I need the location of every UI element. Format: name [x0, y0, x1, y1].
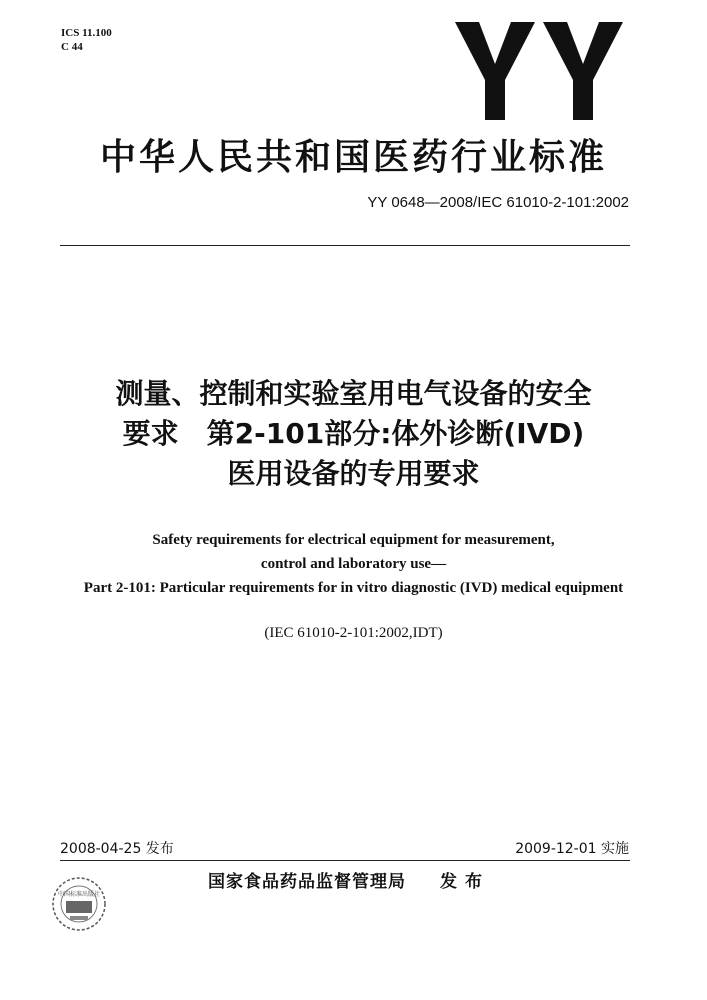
ccs-code: C 44	[61, 41, 83, 53]
issued-label: 发布	[440, 872, 490, 892]
english-title-line-3: Part 2-101: Particular requirements for in vitro diagnostic (IVD) medical equipment	[83, 580, 624, 596]
chinese-title-line-1: 测量、控制和实验室用电气设备的安全	[115, 377, 592, 410]
adoption-note: (IEC 61010-2-101:2002,IDT)	[264, 625, 443, 641]
header-divider	[60, 245, 630, 246]
yy-logo-letter-2	[543, 22, 623, 120]
english-title-line-2: control and laboratory use—	[260, 556, 447, 572]
standard-number: YY 0648—2008/IEC 61010-2-101:2002	[367, 194, 629, 211]
issuing-authority: 国家食品药品监督管理局	[208, 872, 406, 892]
classification-codes	[61, 26, 112, 54]
svg-text:中国标准出版社: 中国标准出版社	[57, 891, 101, 898]
ics-code: ICS 11.100	[61, 27, 112, 39]
footer-divider	[60, 860, 630, 861]
org-title: 中华人民共和国医药行业标准	[99, 137, 607, 178]
chinese-title-line-3: 医用设备的专用要求	[227, 457, 480, 490]
issue-date: 2008-04-25 发布	[60, 841, 174, 857]
yy-logo	[455, 22, 625, 120]
publisher-seal	[44, 874, 114, 934]
implementation-date: 2009-12-01 实施	[515, 841, 629, 857]
yy-logo-letter-1	[455, 22, 535, 120]
english-title-line-1: Safety requirements for electrical equipment for measurement,	[152, 532, 555, 548]
chinese-title	[40, 374, 667, 494]
english-title	[0, 528, 707, 600]
chinese-title-line-2: 要求 第2-101部分:体外诊断(IVD)	[122, 417, 585, 450]
